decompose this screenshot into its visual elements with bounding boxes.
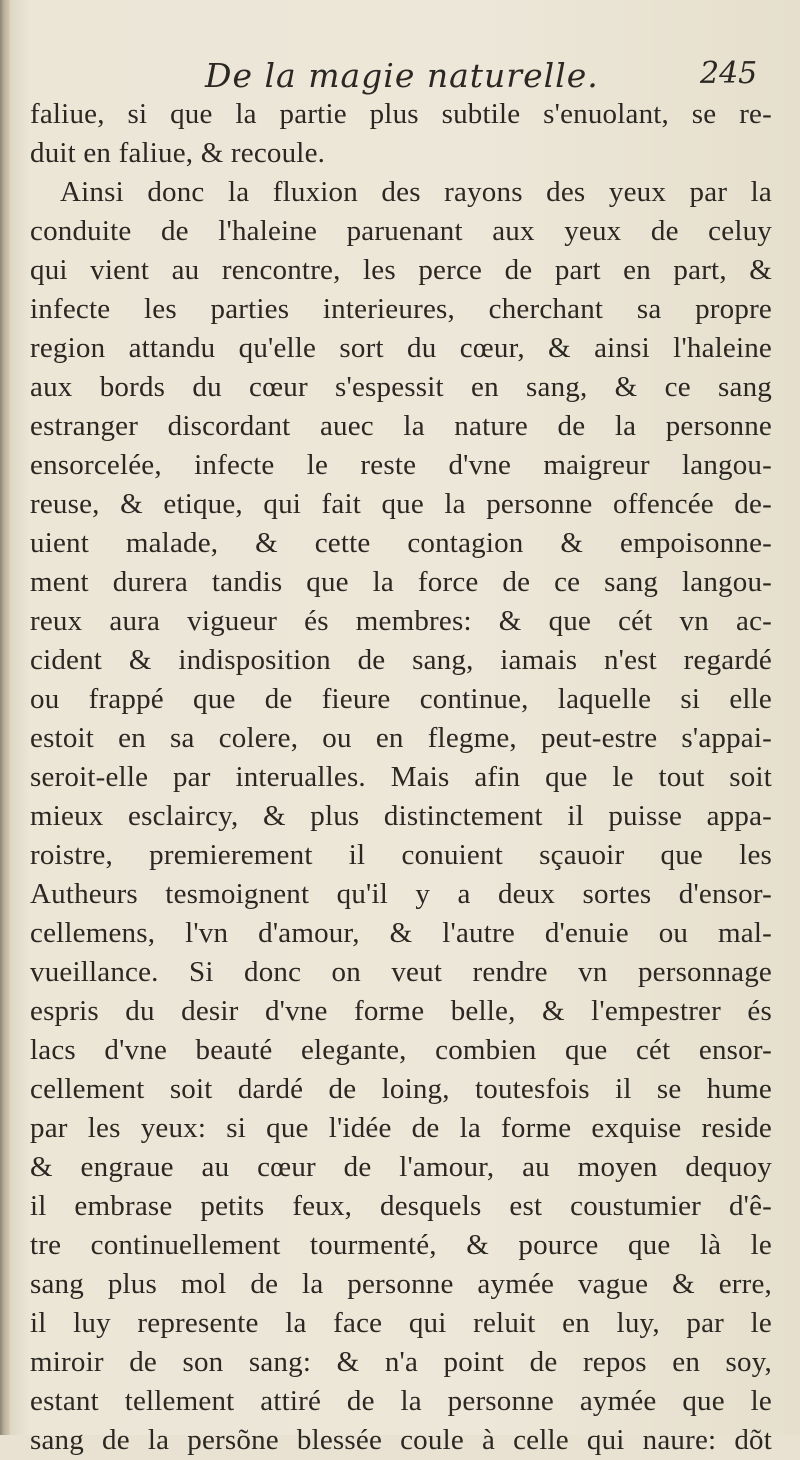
text-line: faliue, si que la partie plus subtile s'enuolant, se re- bbox=[30, 98, 772, 130]
text-line: & engraue au cœur de l'amour, au moyen dequoy bbox=[30, 1151, 772, 1183]
text-line: Autheurs tesmoignent qu'il y a deux sortes d'ensor- bbox=[30, 878, 772, 910]
text-line: ment durera tandis que la force de ce sang langou- bbox=[30, 566, 772, 598]
text-line: cellement soit dardé de loing, toutesfois il se hume bbox=[30, 1073, 772, 1105]
text-line: duit en faliue, & recoule. bbox=[30, 137, 326, 169]
body-text bbox=[30, 95, 772, 1456]
text-line: estoit en sa colere, ou en flegme, peut-estre s'appai- bbox=[30, 722, 772, 754]
page-header bbox=[0, 46, 800, 96]
text-line: conduite de l'haleine paruenant aux yeux de celuy bbox=[30, 215, 772, 247]
text-line: seroit-elle par interualles. Mais afin que le tout soit bbox=[30, 761, 772, 793]
text-line: infecte les parties interieures, cherchant sa propre bbox=[30, 293, 772, 325]
page-number: 245 bbox=[700, 56, 758, 91]
text-line: aux bords du cœur s'espessit en sang, & ce sang bbox=[30, 371, 772, 403]
text-line: tre continuellement tourmenté, & pource que là le bbox=[30, 1229, 772, 1261]
text-line: sang plus mol de la personne aymée vague & erre, bbox=[30, 1268, 772, 1300]
text-line: il embrase petits feux, desquels est coustumier d'ê- bbox=[30, 1190, 772, 1222]
text-line: qui vient au rencontre, les perce de part en part, & bbox=[30, 254, 772, 286]
text-line: par les yeux: si que l'idée de la forme exquise reside bbox=[30, 1112, 772, 1144]
text-line: sang de la persõne blessée coule à celle qui naure: dõt bbox=[30, 1424, 772, 1456]
text-line: roistre, premierement il conuient sçauoir que les bbox=[30, 839, 772, 871]
text-line: ensorcelée, infecte le reste d'vne maigreur langou- bbox=[30, 449, 772, 481]
text-line: il luy represente la face qui reluit en luy, par le bbox=[30, 1307, 772, 1339]
text-line: reuse, & etique, qui fait que la personne offencée de- bbox=[30, 488, 772, 520]
text-line: mieux esclaircy, & plus distinctement il puisse appa- bbox=[30, 800, 772, 832]
text-line: lacs d'vne beauté elegante, combien que cét ensor- bbox=[30, 1034, 772, 1066]
text-line: cident & indisposition de sang, iamais n'est regardé bbox=[30, 644, 772, 676]
text-line: uient malade, & cette contagion & empoisonne- bbox=[30, 527, 772, 559]
text-line: Ainsi donc la fluxion des rayons des yeux par la bbox=[60, 176, 772, 208]
text-line: cellemens, l'vn d'amour, & l'autre d'enuie ou mal- bbox=[30, 917, 772, 949]
text-line: vueillance. Si donc on veut rendre vn personnage bbox=[30, 956, 772, 988]
running-title: De la magie naturelle. bbox=[205, 56, 599, 95]
text-line: estranger discordant auec la nature de la personne bbox=[30, 410, 772, 442]
text-line: ou frappé que de fieure continue, laquelle si elle bbox=[30, 683, 772, 715]
text-line: miroir de son sang: & n'a point de repos en soy, bbox=[30, 1346, 772, 1378]
text-line: estant tellement attiré de la personne aymée que le bbox=[30, 1385, 772, 1417]
text-line: espris du desir d'vne forme belle, & l'empestrer és bbox=[30, 995, 772, 1027]
text-line: region attandu qu'elle sort du cœur, & ainsi l'haleine bbox=[30, 332, 772, 364]
page-gutter bbox=[0, 0, 10, 1435]
text-line: reux aura vigueur és membres: & que cét vn ac- bbox=[30, 605, 772, 637]
